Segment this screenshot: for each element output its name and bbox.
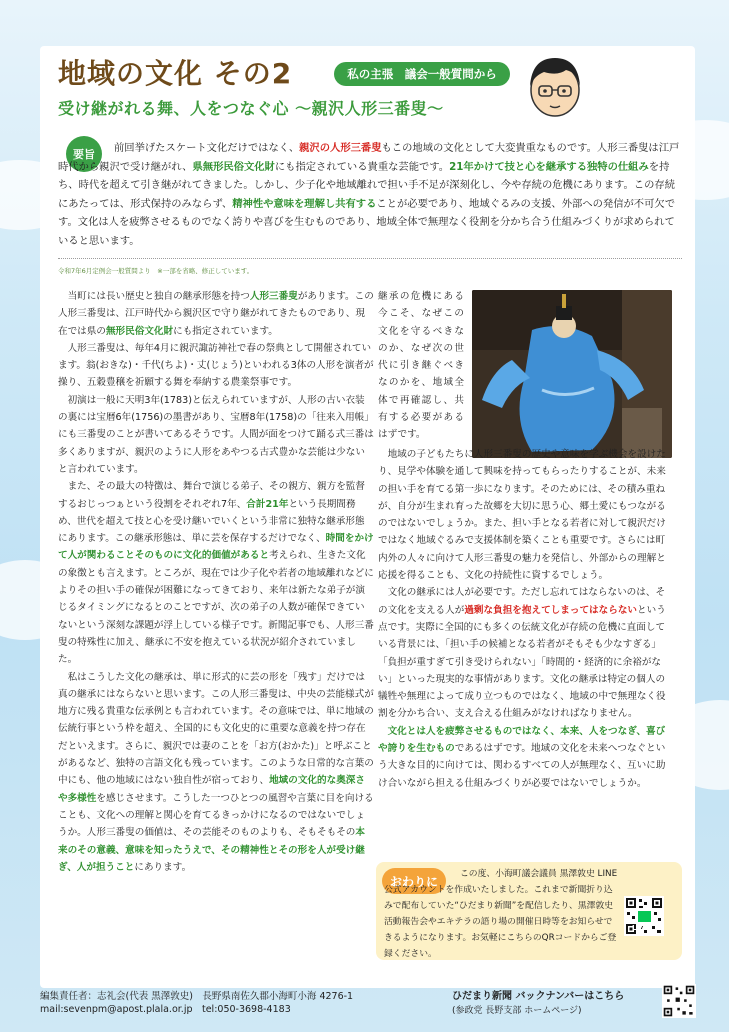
body-text: 当町には長い歴史と独自の継承形態を持つ [67,291,250,302]
body-text: 前回挙げたスケート文化だけではなく、 [114,142,300,154]
body-text: 私はこうした文化の継承は、単に形式的に芸の形を「残す」だけでは真の継承にはならないと思います。この人形三番叟は、中央の芸能様式が地方に残る貴重な伝承例とも言われています。その意味では、単に地域の伝統行事という枠を超え、全国的にも文化史的に重要な意義を持つ存在だといえます。さらに、親沢では妻のことを「お方(おかた)」と呼ぶことがあるなど、独特の言語文化も残っています。このような日常的な言葉の中にも、他の地域にはない独自性が宿っており、 [58,671,374,787]
body-text: であるはずです。地域の文化を未来へつなぐという大きな目的に向けては、関わるすべての人が無理なく、互いに助け合いながら担える仕組みづくりが必要ではないでしょうか。 [378,743,666,789]
highlight-text: 文化とは人を疲弊させるものではなく、本来、人をつなぎ、喜びや誇りを生むもの [378,725,666,755]
highlight-text: 無形民俗文化財 [105,325,174,337]
body-text: 地域の子どもたちに人形三番叟の歴史や意味を学ぶ機会を設けたり、見学や体験を通して興味を持ってもらったりすることが、未来の担い手を育てる第一歩になります。そのためには、その積み重ねが、自分が生まれ育った故郷を大切に思う心、郷土愛にもつながるのではないでしょうか。また、担い手となる若者に対して親沢だけではなく地域ぐるみで支援体制を築くことも重要です。さらには町内外の人々に向けて人形三番叟の魅力を発信し、外部からの理解と応援を得ることも、文化の持続性に資するでしょう。 [378,449,666,582]
highlight-text: 時間をかけて人が関わることそのものに文化的価値があると [58,533,374,562]
page-subtitle: 受け継がれる舞、人をつなぐ心 ～親沢人形三番叟～ [58,99,444,118]
highlight-text: 地域の文化的な奥深さや多様性 [58,775,365,804]
body-text: にあります。 [134,861,192,873]
body-text: にも指定されています。 [173,325,278,337]
footer-publisher-address: 編集責任者：志礼会(代表 黒澤敦史) 長野県南佐久郡小海町小海 4276-1 [40,991,354,1002]
divider [58,258,682,259]
highlight-text: 県無形民俗文化財 [192,160,275,173]
body-column-right [378,446,674,792]
footer-backnumber [452,990,624,1018]
highlight-text: 合計21年 [246,498,289,510]
body-text: 文化の継承には人が必要です。ただし忘れてはならないのは、その文化を支える人が [378,587,666,616]
body-text: という長期間務め、世代を超えて技と心を受け継いでいくという非常に独特な継承形態にあります。この継承形態は、単に芸を保存するだけでなく、 [58,498,365,545]
body-text: があります。この人形三番叟は、江戸時代から親沢区で守り継がれてきたものであり、現在では県の [58,291,374,337]
highlight-text: 過剰な負担を抱えてしまってはならない [464,604,638,616]
body-text: ことが必要であり、地域ぐるみの支援、外部への発信が不可欠です。文化は人を疲弊させるものでなく誇りや喜びを生むものであり、地域全体で無理なく役割を分かち合う仕組みづくりが求められていると思います。 [58,197,675,247]
title-badge: 私の主張 議会一般質問から [334,62,510,86]
paragraph [58,340,374,392]
qr-line-label: LINE [632,924,650,932]
closing-tag: おわりに [382,868,446,894]
page-title: 地域の文化 その2 [58,57,293,90]
paragraph [378,584,674,722]
footer-contact: mail:sevenpm@apost.plala.or.jp tel:050-3698-4183 [40,1004,291,1015]
author-avatar-icon [520,50,590,120]
paragraph [58,392,374,478]
puppet-photo [472,290,672,458]
highlight-text: 人形三番叟 [249,291,298,302]
summary-tag: 要旨 [66,136,102,172]
source-note: 令和7年6月定例会一般質問より ※一部を省略、修正しています。 [58,267,254,275]
footer-publisher [40,990,353,1016]
backnumber-qr-code-icon[interactable] [662,984,696,1018]
body-text: また、その最大の特徴は、舞台で演じる弟子、その親方、親方を監督するおじっつぁという役割をそれぞれ7年、 [58,481,365,510]
paragraph [58,669,374,877]
footer-backnumber-sub: (参政党 長野支部 ホームページ) [452,1006,582,1016]
paragraph [58,288,374,340]
body-text: にも指定されている貴重な芸能です。 [274,160,450,173]
body-text: 初演は一般に天明3年(1783)と伝えられていますが、人形の古い衣装の裏には宝暦6年(1756)の墨書があり、宝暦8年(1758)の「往来入用帳」にも三番叟のことが書いてあるそうです。人間が面をつけて踊る式三番は多くありますが、親沢のように人形をあやつる古式豊かな芸能は少ないと言われています。 [58,394,374,475]
highlight-text: 本来のその意義、意味を知ったうえで、その精神性とその形を人が受け継ぎ、人が担うこと [58,827,365,873]
closing-box [376,862,682,960]
body-text: を感じさせます。こうした一つひとつの風習や言葉に目を向けることも、文化への理解と関心を育てるきっかけになるのではないでしょうか。人形三番叟の価値は、その芸能そのものよりも、そもそもその [58,792,374,839]
footer-backnumber-title: ひだまり新聞 バックナンバーはこちら [452,991,625,1002]
paragraph [378,446,674,584]
body-column-right-top: 継承の危機にある今こそ、なぜこの文化を守るべきなのか、なぜ次の世代に引き継ぐべきなのかを、地域全体で再確認し、共有する必要があるはずです。 [378,291,464,441]
body-text: 人形三番叟は、毎年4月に親沢諏訪神社で春の祭典として開催されています。翁(おきな)・千代(ちよ)・丈(じょう)といわれる3体の人形を演者が操り、五穀豊穣を祈願する舞を奉納する農業祭事です。 [58,342,374,389]
body-text: 考えられ、生きた文化の象徴とも言えます。ところが、現在では少子化や若者の地域離れなどによりその担い手の確保が困難になってきており、来年は新たな弟子が演じるタイミングになるとのことですが、次の弟子の人数が確保できていないという深刻な課題が浮上している様子です。新聞記事でも、人形三番叟の特殊性に加え、継承に不安を抱えている状況が紹介されていました。 [58,550,374,666]
body-column-left [58,288,374,876]
highlight-text: 親沢の人形三番叟 [299,142,382,154]
closing-text: この度、小海町議会議員 黒澤敦史 LINE公式アカウントを作成いたしました。これまで新聞折り込みで配布していた“ひだまり新聞”を配信したり、黒澤敦史活動報告会やエキテラの語り場の開催日時等をお知らせできるようになります。お気軽にこちらのQRコードからご登録ください。 [384,869,618,959]
highlight-text: 21年かけて技と心を継承する独特の仕組み [449,160,649,173]
paragraph [378,723,674,792]
body-text: を持ち、時代を超えて引き継がれてきました。しかし、少子化や地域離れで担い手不足が深刻化し、今や存続の危機にあります。この存続にあたっては、形式保持のみならず、 [58,160,675,210]
body-text: もこの地域の文化として大変貴重なものです。人形三番叟は江戸時代から親沢で受け継がれ、 [58,142,680,173]
highlight-text: 精神性や意味を理解し共有する [232,197,377,210]
summary-text [58,139,682,251]
body-text: という点です。実際に全国的にも多くの伝統文化が存続の危機に直面している背景には、「担い手の候補となる若者がそもそも少なすぎる」「負担が重すぎて引き受けられない」「時間的・経済的に余裕がない」といった現実的な事情があります。文化の継承は特定の個人の犠牲や無理によって成り立つものではなく、地域の中で無理なく役割を分かち合い、支え合える仕組みがなければなりません。 [378,604,666,720]
paragraph [58,478,374,668]
